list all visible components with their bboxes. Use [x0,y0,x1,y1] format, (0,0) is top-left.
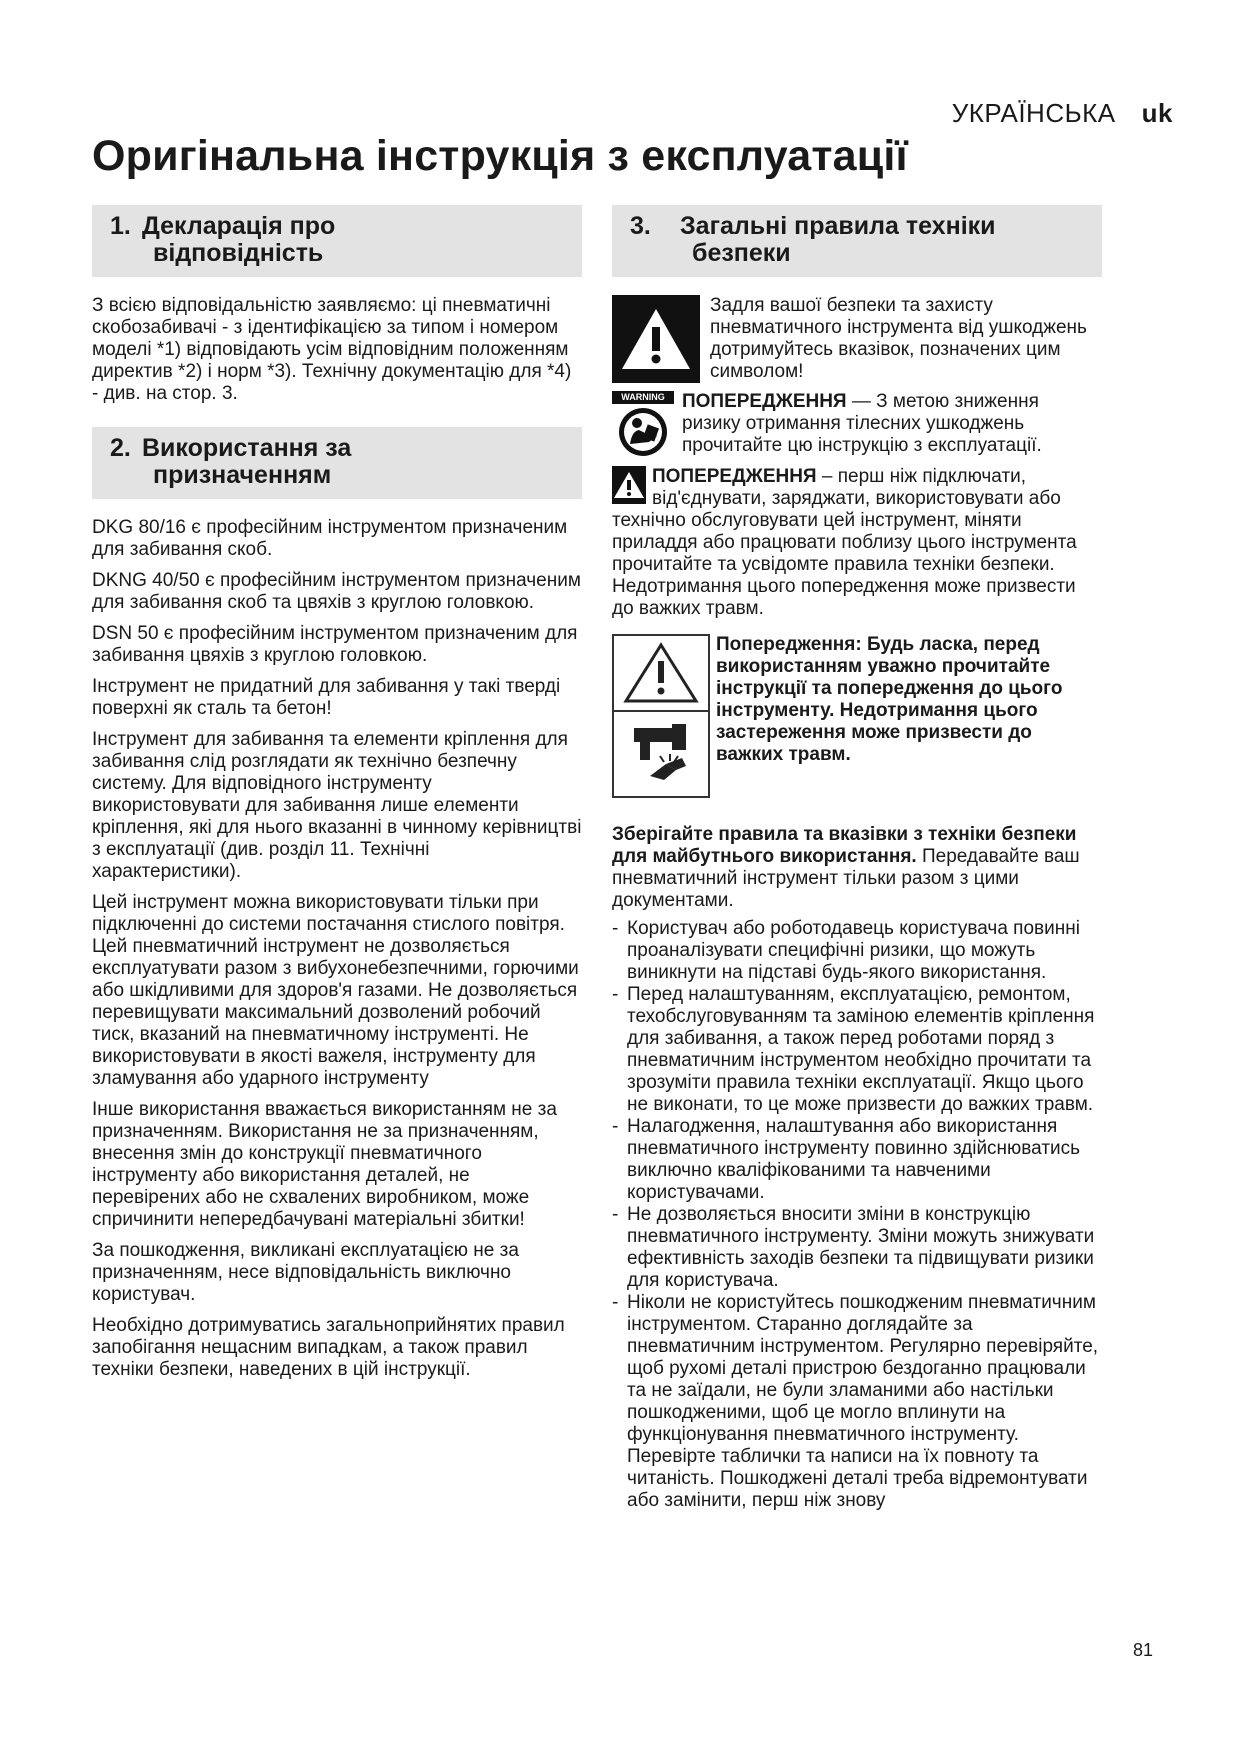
warning-2-text [612,466,1102,620]
page-number: 81 [1132,1640,1153,1660]
right-column [612,205,1102,1512]
list-item: - Налагодження, налаштування або використання пневматичного інструменту повинно здійснюватись виключно кваліфікованими та навченими користувачами. [612,1116,1102,1204]
section-1-title-line2: відповідність [153,239,324,267]
page-title: Оригінальна інструкція з експлуатації [92,132,908,180]
section-2-paragraph: Необхідно дотримуватись загальноприйнятих правил запобігання нещасним випадкам, а також правил техніки безпеки, наведених в цій інструкції. [92,1315,565,1380]
warning-triangle-icon [612,295,700,383]
boxed-warning-text: Попередження: Будь ласка, перед використанням уважно прочитайте інструкції та попередження до цього інструменту. Недотримання цього застереження може призвести до важких травм. [716,634,1063,765]
language-label [952,98,1173,129]
safety-symbol-row [612,295,1102,383]
section-2-paragraph: Інше використання вважається використанням не за призначенням. Використання не за призначенням, внесення змін до конструкції пневматичного інструменту або використання деталей, не перевірених або не схвалених виробником, може спричинити непередбачувані матеріальні збитки! [92,1099,557,1230]
warning-2-title: ПОПЕРЕДЖЕННЯ [652,466,817,487]
section-1-heading [92,205,582,277]
section-1-title-line1: Декларація про [142,212,336,240]
list-item: - Користувач або роботодавець користувача повинні проаналізувати специфічні ризики, що можуть виникнути на підставі будь-якого використання. [612,918,1102,984]
section-2-title-line2: призначенням [153,461,332,489]
keep-instructions-bold: Зберігайте правила та вказівки з техніки безпеки для майбутнього використання. [612,824,1077,867]
warning-1-title: ПОПЕРЕДЖЕННЯ [682,391,847,412]
keep-instructions-body: Передавайте ваш пневматичний інструмент тільки разом з цими документами. [612,846,1080,911]
warning-1-text [682,391,1102,457]
section-2-paragraph: Інструмент для забивання та елементи кріплення для забивання слід розглядати як технічно безпечну систему. Для відповідного інструменту використовувати для забивання лише елементи кріплення, які для нього вказанні в чинному керівництві з експлуатації (див. розділ 11. Технічні характеристики). [92,729,582,882]
section-3-title-line2: безпеки [692,239,791,267]
section-3-number: 3. [630,212,651,240]
warning-2-body: – перш ніж підключати, від'єднувати, заряджати, використовувати або технічно обслуговувати цей інструмент, міняти приладдя або працювати поблизу цього інструмента прочитайте та усвідомте правила техніки безпеки. Недотримання цього попередження може призвести до важких травм. [612,466,1077,619]
read-manual-warning-symbol [612,391,674,458]
safety-rules-list [612,918,1102,1512]
language-code: uk [1141,98,1173,128]
section-2-number: 2. [110,434,131,462]
section-2-paragraph: DKNG 40/50 є професійним інструментом призначеним для забивання скоб та цвяхів з круглою головкою. [92,570,581,613]
list-item: - Ніколи не користуйтесь пошкодженим пневматичним інструментом. Старанно доглядайте за пневматичним інструментом. Регулярно перевіряйте, щоб рухомі деталі пристрою бездоганно працювали та не заїдали, не були зламаними або настільки пошкодженими, щоб це могло вплинути на функціонування пневматичного інструменту. Перевірте таблички та написи на їх повноту та читаність. Пошкоджені деталі треба відремонтувати або замінити, перш ніж знову [612,1292,1102,1512]
warning-label-tag: WARNING [612,391,674,404]
section-2-heading [92,427,582,499]
nailer-hand-injury-icon [614,712,708,796]
read-manual-icon [617,406,669,458]
boxed-warning [612,634,1102,798]
list-item: - Не дозволяється вносити зміни в конструкцію пневматичного інструменту. Зміни можуть знижувати ефективність заходів безпеки та підвищувати ризики для користувача. [612,1204,1102,1292]
list-item: - Перед налаштуванням, експлуатацією, ремонтом, техобслуговуванням та заміною елементів кріплення для забивання, а також перед роботами поряд з пневматичним інструментом необхідно прочитати та зрозуміти правила техніки експлуатації. Якщо цього не виконати, то це може призвести до важких травм. [612,984,1102,1116]
left-column [92,205,582,1390]
language-name: УКРАЇНСЬКА [951,98,1116,128]
pictogram-triangle-icon [614,636,708,712]
warning-1-row [612,391,1102,458]
section-2-paragraph: Інструмент не придатний для забивання у такі тверді поверхні як сталь та бетон! [92,676,561,719]
safety-intro-text: Задля вашої безпеки та захисту пневматичного інструмента від ушкоджень дотримуйтесь вказівок, позначених цим символом! [710,295,1087,382]
section-2-paragraph: Цей інструмент можна використовувати тільки при підключенні до системи постачання стислого повітря. Цей пневматичний інструмент не дозволяється експлуатувати разом з вибухонебезпечними, горючими або шкідливими для здоров'я газами. Не дозволяється перевищувати максимальний дозволений робочий тиск, вказаний на пневматичному інструменті. Не використовувати в якості важеля, інструменту для зламування або ударного інструменту [92,892,579,1089]
section-2-paragraph: DSN 50 є професійним інструментом призначеним для забивання цвяхів з круглою головкою. [92,623,578,666]
section-2-paragraph: За пошкодження, викликані експлуатацією не за призначенням, несе відповідальність виключно користувач. [92,1240,519,1305]
section-2-title-line1: Використання за [142,434,352,462]
section-3-title-line1: Загальні правила техніки [680,212,996,240]
section-1-number: 1. [110,212,131,240]
keep-instructions-text [612,824,1102,912]
section-2-paragraph: DKG 80/16 є професійним інструментом призначеним для забивання скоб. [92,517,568,560]
warning-pictogram [612,634,710,798]
small-warning-triangle-icon [612,466,646,504]
section-3-heading [612,205,1102,277]
section-1-text: З всією відповідальністю заявляємо: ці пневматичні скобозабивачі - з ідентифікацією за типом і номером моделі *1) відповідають усім відповідним положенням директив *2) і норм *3). Технічну документацію для *4) - див. на стор. 3. [92,295,572,404]
warning-1-body: — З метою зниження ризику отримання тілесних ушкоджень прочитайте цю інструкцію з експлуатації. [682,391,1042,456]
